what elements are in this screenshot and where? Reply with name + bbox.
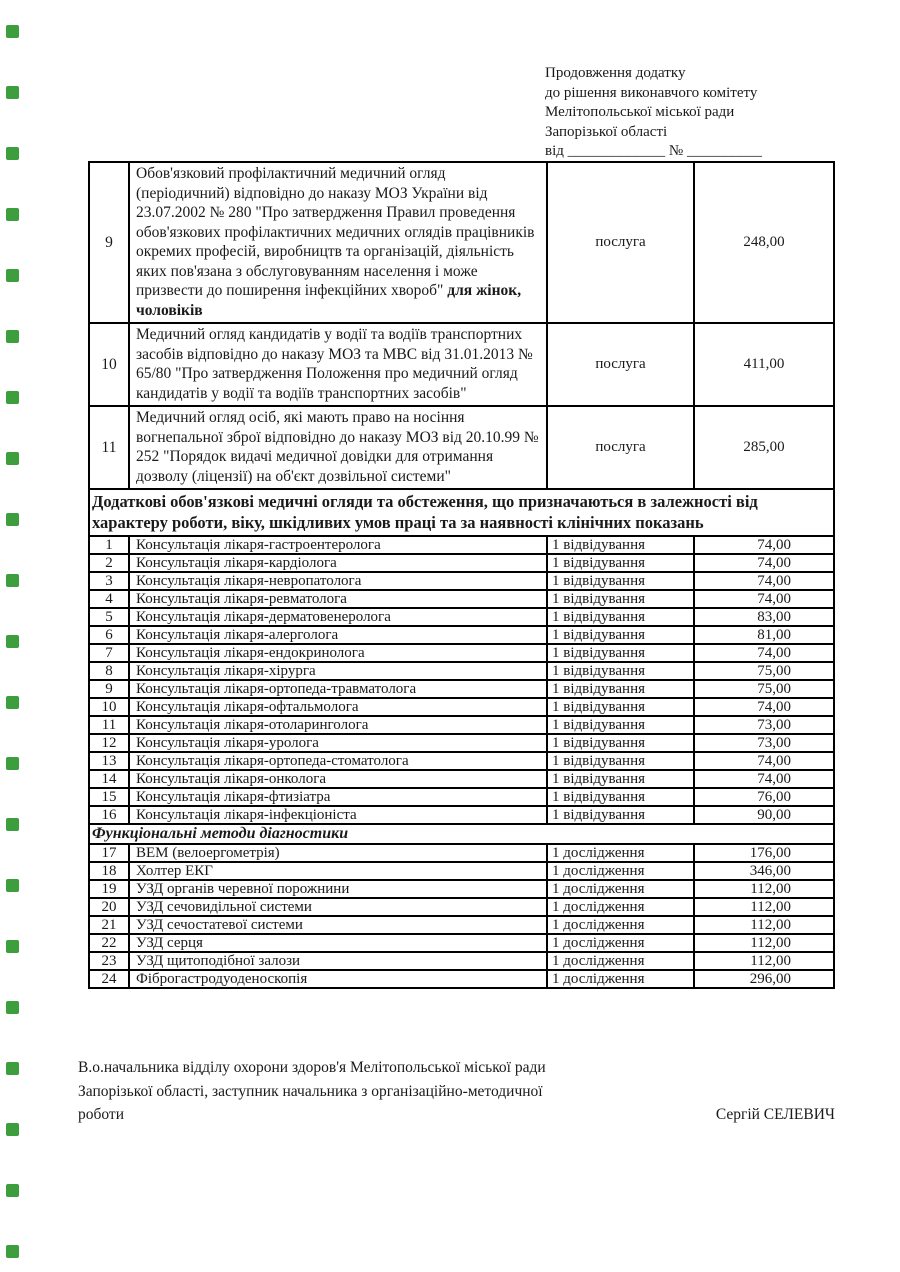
item-unit: 1 відвідування [547,626,694,644]
item-name: Консультація лікаря-хірурга [129,662,547,680]
item-number: 2 [89,554,129,572]
service-price: 248,00 [694,162,834,323]
functional-items-body [89,844,834,988]
item-name: Консультація лікаря-уролога [129,734,547,752]
item-number: 1 [89,536,129,554]
item-name: Консультація лікаря-ортопеда-травматолога [129,680,547,698]
table-row [89,662,834,680]
item-name: Фіброгастродуоденоскопія [129,970,547,988]
header-note-line: Мелітопольської міської ради [545,104,735,120]
margin-marker-square [6,1062,19,1075]
margin-marker-square [6,1123,19,1136]
item-price: 74,00 [694,536,834,554]
service-description-text: Медичний огляд кандидатів у водії та водіїв транспортних засобів відповідно до наказу МОЗ та МВС від 31.01.2013 № 65/80 "Про затвердження Положення про медичний огляд кандидатів у водії та водіїв транспортних засобів" [136,326,533,402]
item-unit: 1 дослідження [547,898,694,916]
item-name: Консультація лікаря-фтизіатра [129,788,547,806]
margin-marker-square [6,208,19,221]
item-number: 3 [89,572,129,590]
item-name: Консультація лікаря-гастроентеролога [129,536,547,554]
item-unit: 1 відвідування [547,644,694,662]
item-price: 112,00 [694,934,834,952]
item-name: УЗД сечовидільної системи [129,898,547,916]
table-row [89,644,834,662]
item-unit: 1 відвідування [547,770,694,788]
service-unit: послуга [547,406,694,489]
table-row [89,898,834,916]
item-price: 74,00 [694,572,834,590]
item-number: 16 [89,806,129,824]
item-unit: 1 відвідування [547,536,694,554]
item-unit: 1 відвідування [547,554,694,572]
item-unit: 1 дослідження [547,934,694,952]
item-name: УЗД щитоподібної залози [129,952,547,970]
service-description [129,323,547,406]
table-row [89,608,834,626]
item-unit: 1 відвідування [547,680,694,698]
item-number: 13 [89,752,129,770]
item-name: Консультація лікаря-алерголога [129,626,547,644]
item-number: 24 [89,970,129,988]
section-header-row [89,489,834,536]
item-name: УЗД серця [129,934,547,952]
item-unit: 1 відвідування [547,608,694,626]
item-unit: 1 дослідження [547,862,694,880]
item-number: 6 [89,626,129,644]
margin-marker-square [6,1001,19,1014]
table-row [89,788,834,806]
item-number: 12 [89,734,129,752]
table-row [89,536,834,554]
margin-marker-square [6,452,19,465]
signature-block [78,1056,835,1127]
numbered-services-body [89,162,834,489]
table-row [89,734,834,752]
item-unit: 1 відвідування [547,806,694,824]
service-row [89,162,834,323]
item-price: 75,00 [694,662,834,680]
header-note-line: до рішення виконавчого комітету [545,84,758,101]
signature-post: В.о.начальника відділу охорони здоров'я Мелітопольської міської ради Запорізької області, заступник начальника з організаційно-методичної роботи [78,1059,546,1123]
margin-marker-square [6,147,19,160]
margin-marker-square [6,391,19,404]
service-unit: послуга [547,323,694,406]
table-row [89,916,834,934]
item-price: 90,00 [694,806,834,824]
item-price: 74,00 [694,752,834,770]
item-price: 296,00 [694,970,834,988]
table-row [89,752,834,770]
service-description-bold: для жінок, чоловіків [136,282,522,319]
service-unit: послуга [547,162,694,323]
item-number: 14 [89,770,129,788]
item-number: 11 [89,716,129,734]
item-unit: 1 дослідження [547,952,694,970]
table-row [89,554,834,572]
item-price: 81,00 [694,626,834,644]
item-number: 22 [89,934,129,952]
item-unit: 1 дослідження [547,970,694,988]
table-row [89,680,834,698]
table-row [89,970,834,988]
service-number: 11 [89,406,129,489]
item-unit: 1 дослідження [547,880,694,898]
item-price: 73,00 [694,716,834,734]
margin-marker-square [6,940,19,953]
margin-marker-square [6,574,19,587]
table-row [89,844,834,862]
item-unit: 1 відвідування [547,734,694,752]
item-unit: 1 відвідування [547,590,694,608]
item-name: Консультація лікаря-ревматолога [129,590,547,608]
item-unit: 1 дослідження [547,844,694,862]
item-price: 112,00 [694,916,834,934]
item-price: 83,00 [694,608,834,626]
item-name: Консультація лікаря-онколога [129,770,547,788]
item-name: Консультація лікаря-дерматовенеролога [129,608,547,626]
item-number: 8 [89,662,129,680]
header-note-line: від _____________ № __________ [545,143,762,159]
service-price: 285,00 [694,406,834,489]
service-price: 411,00 [694,323,834,406]
header-note [545,64,875,162]
item-name: УЗД органів черевної порожнини [129,880,547,898]
item-unit: 1 відвідування [547,698,694,716]
header-note-line: Продовження додатку [545,65,686,81]
service-row [89,406,834,489]
item-number: 9 [89,680,129,698]
margin-marker-square [6,757,19,770]
table-row [89,572,834,590]
item-unit: 1 відвідування [547,752,694,770]
item-price: 112,00 [694,898,834,916]
item-unit: 1 відвідування [547,572,694,590]
item-number: 20 [89,898,129,916]
service-description [129,406,547,489]
table-row [89,716,834,734]
item-price: 74,00 [694,554,834,572]
subsection-header-row [89,824,834,844]
margin-marker-square [6,818,19,831]
item-unit: 1 відвідування [547,716,694,734]
item-price: 74,00 [694,590,834,608]
item-name: Холтер ЕКГ [129,862,547,880]
item-name: Консультація лікаря-інфекціоніста [129,806,547,824]
item-price: 75,00 [694,680,834,698]
margin-marker-square [6,635,19,648]
margin-marker-square [6,1184,19,1197]
item-name: Консультація лікаря-офтальмолога [129,698,547,716]
table-row [89,862,834,880]
table-row [89,590,834,608]
item-number: 10 [89,698,129,716]
margin-marker-square [6,696,19,709]
margin-marker-square [6,513,19,526]
item-price: 74,00 [694,644,834,662]
table-row [89,770,834,788]
service-number: 10 [89,323,129,406]
item-price: 112,00 [694,952,834,970]
item-number: 4 [89,590,129,608]
table-row [89,698,834,716]
item-name: Консультація лікаря-ендокринолога [129,644,547,662]
margin-marker-square [6,1245,19,1258]
additional-items-body [89,536,834,824]
subsection-header-body [89,824,834,844]
section-header-text: Додаткові обов'язкові медичні огляди та обстеження, що призначаються в залежності від характеру роботи, віку, шкідливих умов праці та за наявності клінічних показань [89,489,834,536]
item-name: Консультація лікаря-отоларинголога [129,716,547,734]
item-name: Консультація лікаря-невропатолога [129,572,547,590]
section-header-body [89,489,834,536]
item-name: ВЕМ (велоергометрія) [129,844,547,862]
margin-marker-square [6,330,19,343]
item-number: 15 [89,788,129,806]
item-name: Консультація лікаря-кардіолога [129,554,547,572]
item-number: 21 [89,916,129,934]
item-number: 19 [89,880,129,898]
service-description [129,162,547,323]
margin-marker-square [6,879,19,892]
item-number: 23 [89,952,129,970]
margin-marker-square [6,25,19,38]
service-row [89,323,834,406]
header-note-line: Запорізької області [545,123,668,140]
item-number: 5 [89,608,129,626]
table-row [89,806,834,824]
table-row [89,880,834,898]
item-price: 74,00 [694,770,834,788]
item-price: 176,00 [694,844,834,862]
item-number: 17 [89,844,129,862]
item-name: Консультація лікаря-ортопеда-стоматолога [129,752,547,770]
item-name: УЗД сечостатевої системи [129,916,547,934]
signature-name: Сергій СЕЛЕВИЧ [715,1106,835,1123]
item-unit: 1 відвідування [547,788,694,806]
service-number: 9 [89,162,129,323]
service-description-text: Медичний огляд осіб, які мають право на носіння вогнепальної зброї відповідно до наказу МОЗ від 20.10.99 № 252 "Порядок видачі медичної довідки для отримання дозволу (ліцензії) на об'єкт дозвільної системи" [136,409,539,485]
item-price: 76,00 [694,788,834,806]
item-unit: 1 відвідування [547,662,694,680]
margin-markers [0,0,30,1272]
subsection-header-text: Функціональні методи діагностики [89,824,834,844]
item-price: 74,00 [694,698,834,716]
item-price: 346,00 [694,862,834,880]
price-table [88,161,835,989]
margin-marker-square [6,86,19,99]
item-price: 112,00 [694,880,834,898]
margin-marker-square [6,269,19,282]
table-row [89,934,834,952]
item-price: 73,00 [694,734,834,752]
table-row [89,952,834,970]
table-row [89,626,834,644]
item-number: 18 [89,862,129,880]
service-description-text: Обов'язковий профілактичний медичний огляд (періодичний) відповідно до наказу МОЗ України від 23.07.2002 № 280 "Про затвердження Правил проведення обов'язкових профілактичних медичних оглядів працівників окремих професій, виробництв та організацій, діяльність яких пов'язана з обслуговуванням населення і може призвести до поширення інфекційних хвороб" [136,165,535,299]
item-unit: 1 дослідження [547,916,694,934]
item-number: 7 [89,644,129,662]
